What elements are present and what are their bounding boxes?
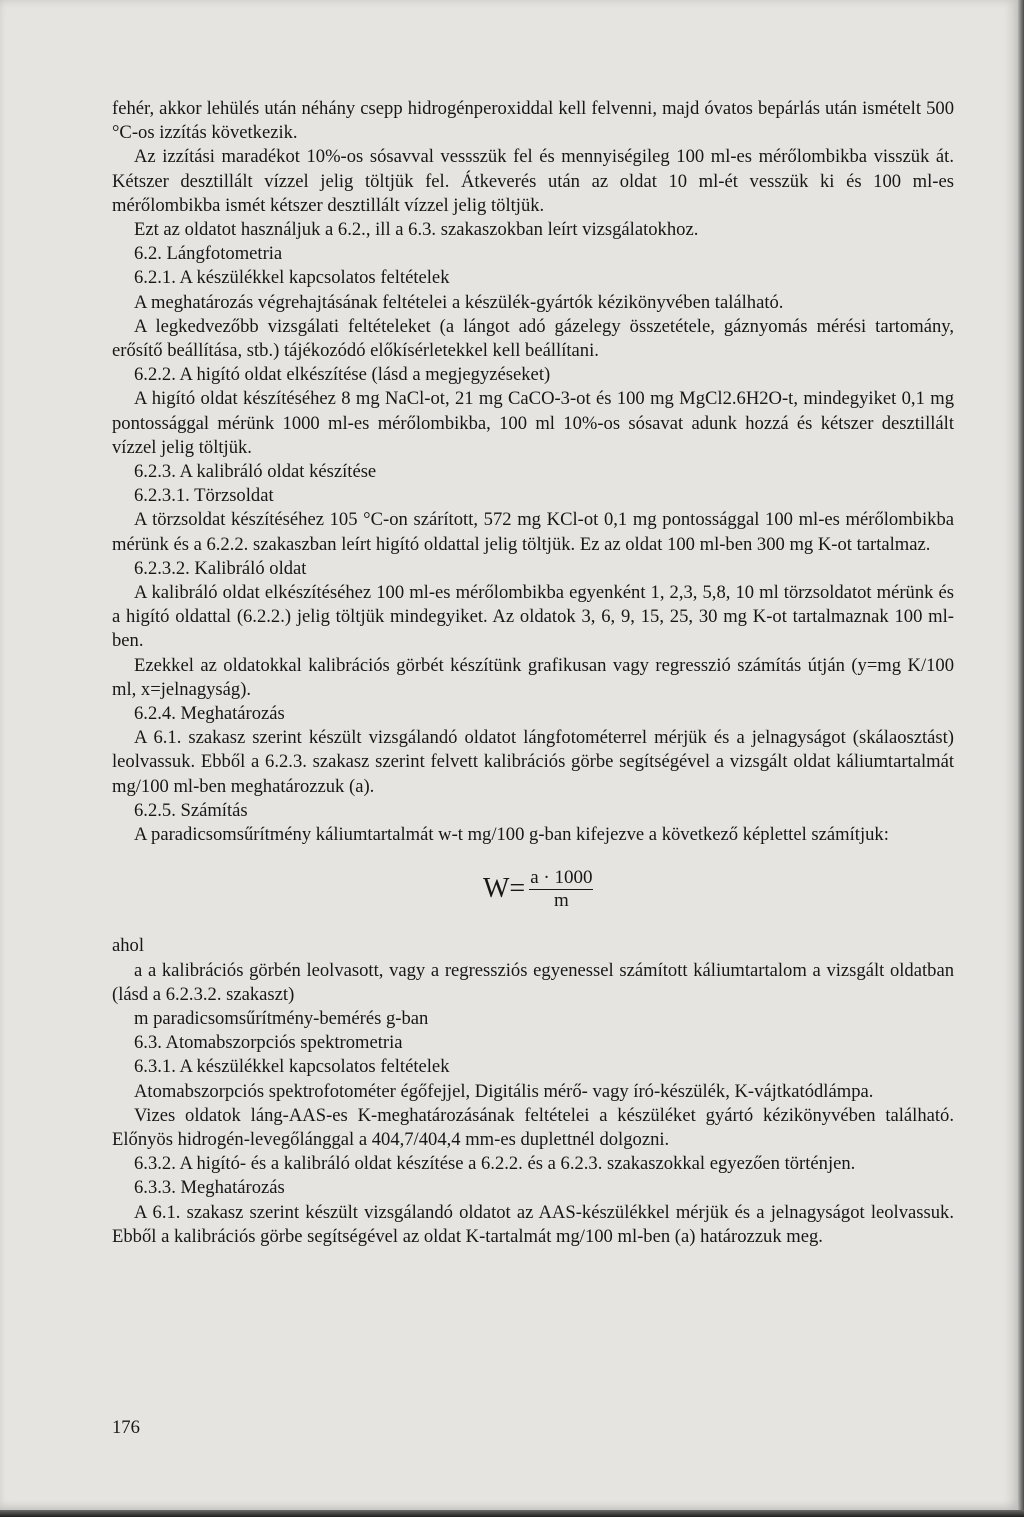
formula-lhs: W= bbox=[483, 873, 526, 905]
paragraph: ahol bbox=[112, 935, 145, 957]
paragraph: Ezt az oldatot használjuk a 6.2., ill a 6.3. szakaszokban leírt vizsgálatokhoz. bbox=[134, 219, 699, 241]
paragraph: A paradicsomsűrítmény káliumtartalmát w-t mg/100 g-ban kifejezve a következő képlettel számítjuk: bbox=[134, 824, 889, 846]
formula-fraction bbox=[529, 867, 593, 912]
paragraph: A higító oldat készítéséhez 8 mg NaCl-ot, 21 mg CaCO-3-ot és 100 mg MgCl2.6H2O-t, mindegyiket 0,1 mg pontossággal mérünk 1000 ml-es mérőlombikba, 100 ml 10%-os sósavat adunk hozzá és kétszer desztillált vízzel jelig töltjük. bbox=[112, 388, 954, 458]
paragraph: 6.2.4. Meghatározás bbox=[134, 703, 285, 725]
paragraph: 6.2.3. A kalibráló oldat készítése bbox=[134, 461, 377, 483]
paragraph: Az izzítási maradékot 10%-os sósavval vessszük fel és mennyiségileg 100 ml-es mérőlombikba visszük át. Kétszer desztillált vízzel jelig töltjük fel. Átkeverés után az oldat 10 ml-ét vesszük ki és 100 ml-es mérőlombikba ismét kétszer desztillált vízzel jelig töltjük. bbox=[112, 146, 954, 216]
formula-numerator: a · 1000 bbox=[530, 866, 593, 888]
paragraph: 6.3.1. A készülékkel kapcsolatos feltételek bbox=[134, 1056, 450, 1078]
paragraph: Ezekkel az oldatokkal kalibrációs görbét készítünk grafikusan vagy regresszió számítás útján (y=mg K/100 ml, x=jelnagyság). bbox=[112, 654, 954, 700]
page-edge-right bbox=[1018, 0, 1024, 1517]
page-edge-bottom bbox=[0, 1510, 1024, 1517]
paragraph: m paradicsomsűrítmény-bemérés g-ban bbox=[134, 1007, 429, 1029]
paragraph: 6.3.3. Meghatározás bbox=[134, 1177, 285, 1199]
paragraph: 6.2.2. A higító oldat elkészítése (lásd a megjegyzéseket) bbox=[134, 364, 551, 386]
paragraph: 6.2.5. Számítás bbox=[134, 799, 248, 821]
paragraph: 6.3. Atomabszorpciós spektrometria bbox=[134, 1032, 403, 1054]
paragraph: A meghatározás végrehajtásának feltételei a készülék-gyártók kézikönyvében található. bbox=[134, 291, 784, 313]
body-text bbox=[112, 97, 954, 1249]
paragraph: A törzsoldat készítéséhez 105 °C-on szárított, 572 mg KCl-ot 0,1 mg pontossággal 100 ml-es mérőlombikba mérünk és a 6.2.2. szakaszban leírt higító oldattal jelig töltjük. Ez az oldat 100 ml-ben 300 mg K-ot tartalmaz. bbox=[112, 509, 954, 555]
paragraph: A legkedvezőbb vizsgálati feltételeket (a lángot adó gázelegy összetétele, gáznyomás mérési tartomány, erősítő beállítása, stb.) tájékozódó előkísérletekkel kell beállítani. bbox=[112, 315, 954, 362]
paragraph: 6.2.3.2. Kalibráló oldat bbox=[134, 557, 307, 579]
paragraphs-before-formula bbox=[112, 97, 954, 847]
paragraph: A 6.1. szakasz szerint készült vizsgálandó oldatot lángfotométerrel mérjük és a jelnagyságot (skálaosztást) leolvassuk. Ebből a 6.2.3. szakasz szerint felvett kalibrációs görbe segítségével a vizsgált oldat káliumtartalmát mg/100 ml-ben meghatározzuk (a). bbox=[112, 727, 954, 797]
paragraph: 6.2. Lángfotometria bbox=[134, 243, 283, 265]
paragraph: a a kalibrációs görbén leolvasott, vagy a regressziós egyenessel számított káliumtartalom a vizsgált oldatban (lásd a 6.2.3.2. szakaszt) bbox=[112, 959, 954, 1005]
paragraph: Vizes oldatok láng-AAS-es K-meghatározásának feltételei a készüléket gyártó kézikönyvében található. Előnyös hidrogén-levegőlánggal a 404,7/404,4 mm-es duplettnél dolgozni. bbox=[112, 1104, 954, 1150]
page-number: 176 bbox=[112, 1417, 140, 1438]
paragraph: A 6.1. szakasz szerint készült vizsgálandó oldatot az AAS-készülékkel mérjük és a jelnagyságot leolvassuk. Ebből a kalibrációs görbe segítségével az oldat K-tartalmát mg/100 ml-ben (a) határozzuk meg. bbox=[112, 1201, 954, 1247]
paragraph: 6.3.2. A higító- és a kalibráló oldat készítése a 6.2.2. és a 6.2.3. szakaszokkal egyezően történjen. bbox=[134, 1153, 856, 1175]
paragraph: 6.2.1. A készülékkel kapcsolatos feltételek bbox=[134, 267, 450, 289]
formula bbox=[483, 864, 954, 914]
paragraph: 6.2.3.1. Törzsoldat bbox=[134, 485, 274, 507]
paragraph: A kalibráló oldat elkészítéséhez 100 ml-es mérőlombikba egyenként 1, 2,3, 5,8, 10 ml törzsoldatot mérünk és a higító oldattal (6.2.2.) jelig töltjük mindegyiket. Az oldatok 3, 6, 9, 15, 25, 30 mg K-ot tartalmaznak 100 ml-ben. bbox=[112, 582, 954, 652]
paragraphs-after-formula bbox=[112, 934, 954, 1249]
paragraph: fehér, akkor lehülés után néhány csepp hidrogénperoxiddal kell felvenni, majd óvatos bepárlás után ismételt 500 °C-os izzítás következik. bbox=[112, 98, 954, 144]
paragraph: Atomabszorpciós spektrofotométer égőfejjel, Digitális mérő- vagy író-készülék, K-vájtkatódlámpa. bbox=[134, 1080, 874, 1102]
formula-denominator: m bbox=[553, 889, 569, 911]
